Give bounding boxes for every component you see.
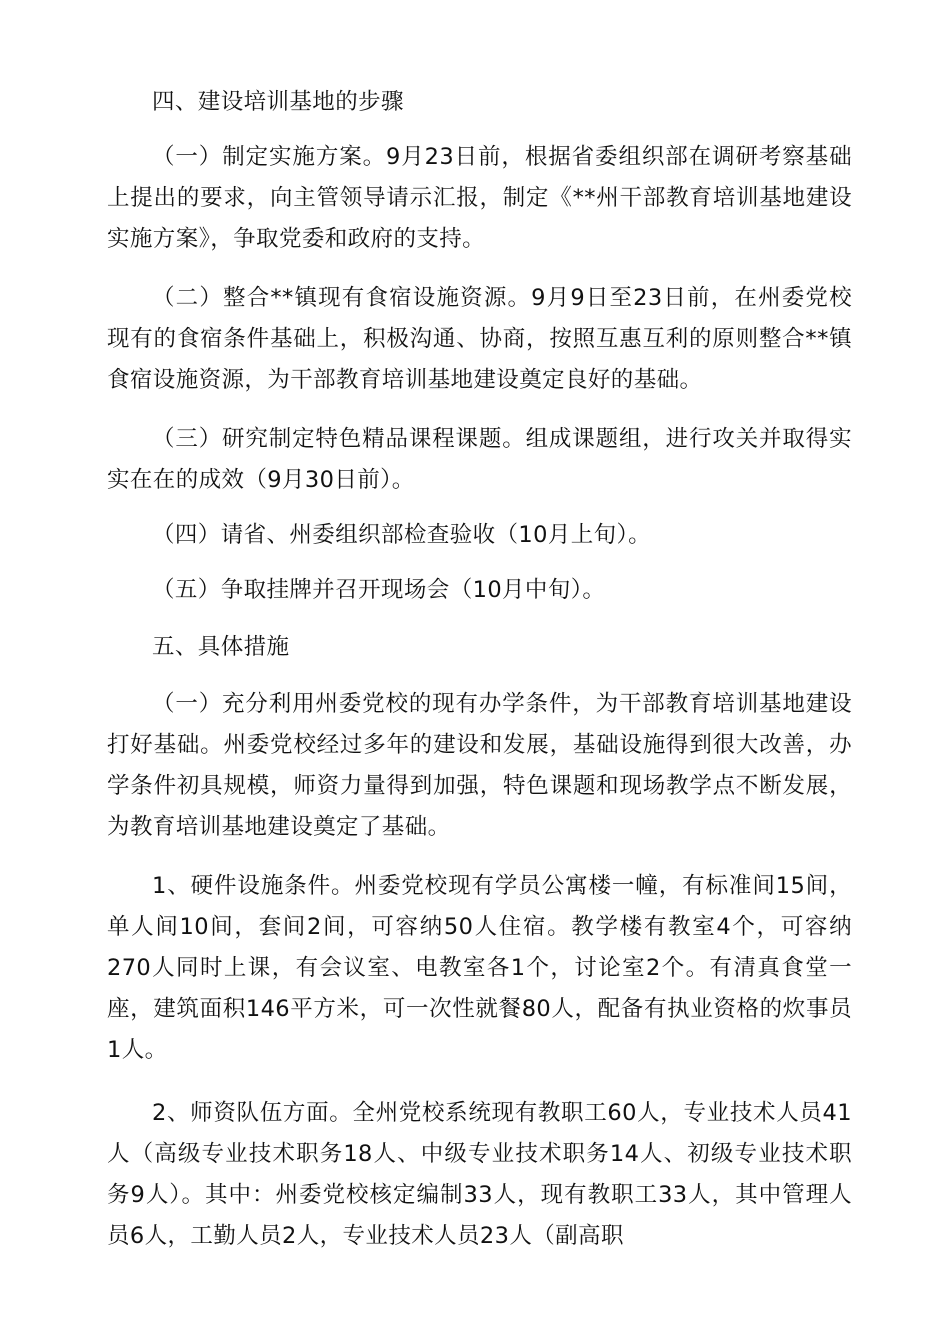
step-3-paragraph: （三）研究制定特色精品课程课题。组成课题组，进行攻关并取得实实在在的成效（9月30日前）。	[107, 426, 852, 493]
document-body	[107, 82, 852, 1257]
section-heading-5: 五、具体措施	[152, 634, 290, 660]
measure-1-paragraph: （一）充分利用州委党校的现有办学条件，为干部教育培训基地建设打好基础。州委党校经过多年的建设和发展，基础设施得到很大改善，办学条件初具规模，师资力量得到加强，特色课题和现场教学点不断发展，为教育培训基地建设奠定了基础。	[107, 691, 852, 840]
step-2-paragraph: （二）整合**镇现有食宿设施资源。9月9日至23日前，在州委党校现有的食宿条件基础上，积极沟通、协商，按照互惠互利的原则整合**镇食宿设施资源，为干部教育培训基地建设奠定良好的基础。	[107, 285, 852, 393]
step-1-paragraph: （一）制定实施方案。9月23日前，根据省委组织部在调研考察基础上提出的要求，向主管领导请示汇报，制定《**州干部教育培训基地建设实施方案》，争取党委和政府的支持。	[107, 144, 852, 252]
item-1-paragraph: 1、硬件设施条件。州委党校现有学员公寓楼一幢，有标准间15间，单人间10间，套间2间，可容纳50人住宿。教学楼有教室4个，可容纳270人同时上课，有会议室、电教室各1个，讨论室2个。有清真食堂一座，建筑面积146平方米，可一次性就餐80人，配备有执业资格的炊事员1人。	[107, 873, 852, 1063]
step-5-paragraph: （五）争取挂牌并召开现场会（10月中旬）。	[152, 577, 606, 603]
section-heading-4: 四、建设培训基地的步骤	[152, 89, 404, 115]
item-2-paragraph: 2、师资队伍方面。全州党校系统现有教职工60人，专业技术人员41人（高级专业技术职务18人、中级专业技术职务14人、初级专业技术职务9人）。其中：州委党校核定编制33人，现有教职工33人，其中管理人员6人，工勤人员2人，专业技术人员23人（副高职	[107, 1100, 852, 1249]
step-4-paragraph: （四）请省、州委组织部检查验收（10月上旬）。	[152, 522, 652, 548]
